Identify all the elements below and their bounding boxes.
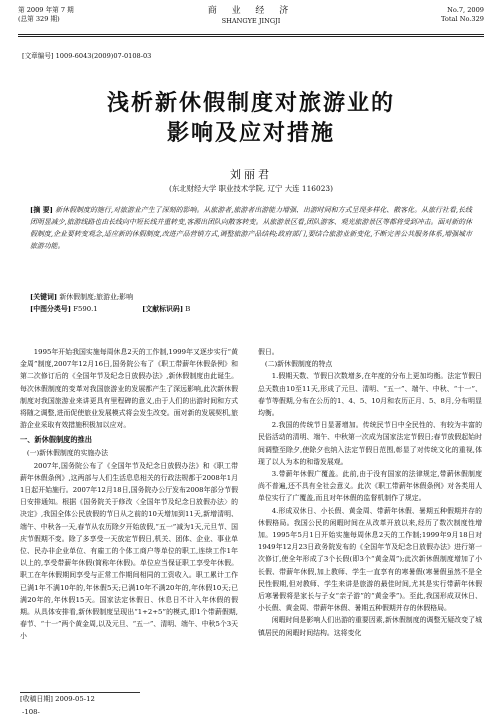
title-line-1: 浅析新休假制度对旅游业的: [106, 91, 395, 116]
abstract: [30, 204, 472, 252]
header-rule-thin: [18, 36, 484, 37]
section-heading: 一、新休假制度的推出: [20, 435, 92, 445]
affiliation: (东北财经大学 职业技术学院, 辽宁 大连 116023): [169, 184, 333, 193]
doccode-tag: [文献标识码]: [142, 305, 184, 313]
author: 刘丽君: [230, 168, 272, 181]
issue-cn: 第 2009 年第 7 期: [18, 6, 74, 14]
subsection-heading: (二)新休假制度的特点: [264, 360, 333, 369]
header-rule: [18, 34, 484, 35]
clc-text: F590.1: [73, 305, 98, 313]
header-issue-en: [441, 6, 484, 24]
paragraph: 闲暇时间是影响人们出游的重要因素,新休假制度的调整无疑改变了城镇居民的闲暇时间结构。这将变化: [258, 616, 482, 637]
journal-name-en: SHANGYE JINGJI: [221, 17, 281, 25]
footnote-rule: [20, 692, 140, 693]
paragraph: 1995年开始我国实施每周休息2天的工作制,1999年又逐步实行“黄金周”制度,2007年12月16日,国务院公布了《职工带薪年休假条例》和第二次修订后的《全国年节及纪念日放假办法》,新休假制度由此诞生。每次休假制度的变革对我国旅游业的发展都产生了深远影响,此次新休假制度对我国旅游业来讲更具有里程碑的意义,由于人们的出游时间和方式将随之调整,进而促使旅业发展模式将会发生改变。面对新的发展契机,旅游企业采取有效措施积极加以应对。: [20, 348, 238, 430]
keywords: [30, 292, 472, 303]
paragraph: 2007年,国务院公布了《全国年节及纪念日放假办法》和《职工带薪年休假条例》,这两部与人们生活息息相关的行政法规都于2008年1月1日起开始施行。2007年12月18日,国务院办公厅发布2008年部分节假日安排通知。根据《国务院关于修改〈全国年节及纪念日放假办法〉的决定》,我国全体公民放假的节日从之前的10天增加到11天,新增清明、端午、中秋各一天,春节从农历除夕开始放假,“五一”减为1天,元旦节、国庆节假期不变。除了多享受一天放定节假日,机关、团体、企业、事业单位、民办非企业单位、有雇工的个体工商户等单位的职工,连续工作1年以上的,享受带薪年休假(简称年休假)。单位应当保证职工享受年休假。职工在年休假期间享受与正常工作期间相同的工资收入。职工累计工作已满1年不满10年的,年休假5天;已满10年不满20年的,年休假10天;已满20年的,年休假15天。国家法定休假日、休息日不计入年休假的假期。从具体安排看,新休假制度呈现出“1+2+5”的模式,即1个带薪假期,春节、“十一”两个黄金周,以及元旦、“五一”、清明、端午、中秋5个3天小: [20, 461, 238, 641]
paragraph: 假日。: [258, 348, 279, 356]
classification: [30, 304, 472, 315]
subsection-heading: (一)新休假制度的实施办法: [26, 449, 109, 458]
abstract-text: 新休假制度的施行,对旅游业产生了深刻的影响。从旅游者,旅游者出游能力增强、出游时间和方式呈现多样化、散客化。从旅行社看,长线团明显减少,旅游线路也由长线向中短长线并重转变,客源出团队向散客转变。从旅游景区看,团队游客、观光旅游景区等都将受到冲击。面对新的休假制度,企业要转变观念,适应新的休假制度,改进产品营销方式,调整旅游产品结构;政府部门,要结合旅游业新变化,不断完善公共服务体系,增强城市旅游功能。: [30, 206, 472, 250]
paragraph: 4.形成双休日、小长假、黄金周、带薪年休假、暑期五种假期并存的休假格局。我国公民的闲暇时间在从改革开放以来,经历了数次制度性增加。1995年5月1日开始实施每周休息2天的工作制;1999年9月18日对1949年12月23日政务院发布的《全国年节及纪念日放假办法》进行第一次修订,使全年形成了3个长假(即3个“黄金周”);此次新休假制度增加了小长假、带薪年休假,加上教师、学生一直享有的寒暑假(寒暑假虽然不是全民性假期,但对教师、学生来讲是旅游的最佳时间,尤其是实行带薪年休假后寒暑假将是家长与子女“亲子游”的“黄金季”)。至此,我国形成双休日、小长假、黄金周、带薪年休假、暑期五种假期并存的休假格局。: [258, 506, 482, 613]
doccode-text: B: [185, 305, 191, 313]
abstract-tag: [摘 要]: [30, 206, 53, 214]
received-date: [收稿日期] 2009-05-12: [20, 695, 95, 703]
keywords-text: 新休假制度;旅游业;影响: [59, 293, 133, 301]
body-column-left: [20, 346, 238, 643]
page-header: [18, 6, 484, 34]
title-line-2: 影响及应对措施: [166, 121, 335, 146]
keywords-tag: [关键词]: [30, 293, 58, 301]
page-number: -108-: [22, 708, 40, 716]
journal-name-cn: 商 业 经 济: [207, 6, 295, 16]
clc-tag: [中图分类号]: [30, 305, 71, 313]
paragraph: 3.带薪年休假广覆盖。此前,由于没有国家的法律规定,带薪休假制度尚不普遍,还不具有全社会意义。此次《职工带薪年休假条例》对各类用人单位实行了广覆盖,而且对年休假的监督机制作了规定。: [258, 470, 482, 503]
paragraph: 2.我国的传统节日显著增加。传统民节日中全民性的、有较为丰富的民俗活动的清明、端午、中秋第一次成为国家法定节假日;春节放假起始时间调整至除夕,使除夕也纳入法定节假日范围,彰显了对传统文化的重视,体现了以人为本的和谐发展观。: [258, 421, 482, 466]
paragraph: 1.假期天数、节假日次数增多,在年度的分布上更加均衡。法定节假日总天数由10至11天,形成了元旦、清明、“五一”、端午、中秋、“十一”、春节等假期,分布在公历的1、4、5、10月和农历正月、5、8月,分布明显均衡。: [258, 372, 482, 418]
body-column-right: [258, 346, 482, 639]
issue-en: No.7, 2009: [447, 6, 484, 14]
header-journal: [18, 6, 484, 26]
total-en: Total No.329: [441, 15, 484, 23]
article-number: [文章编号] 1009-6043(2009)07-0108-03: [22, 52, 152, 60]
total-cn: (总第 329 期): [18, 15, 60, 23]
